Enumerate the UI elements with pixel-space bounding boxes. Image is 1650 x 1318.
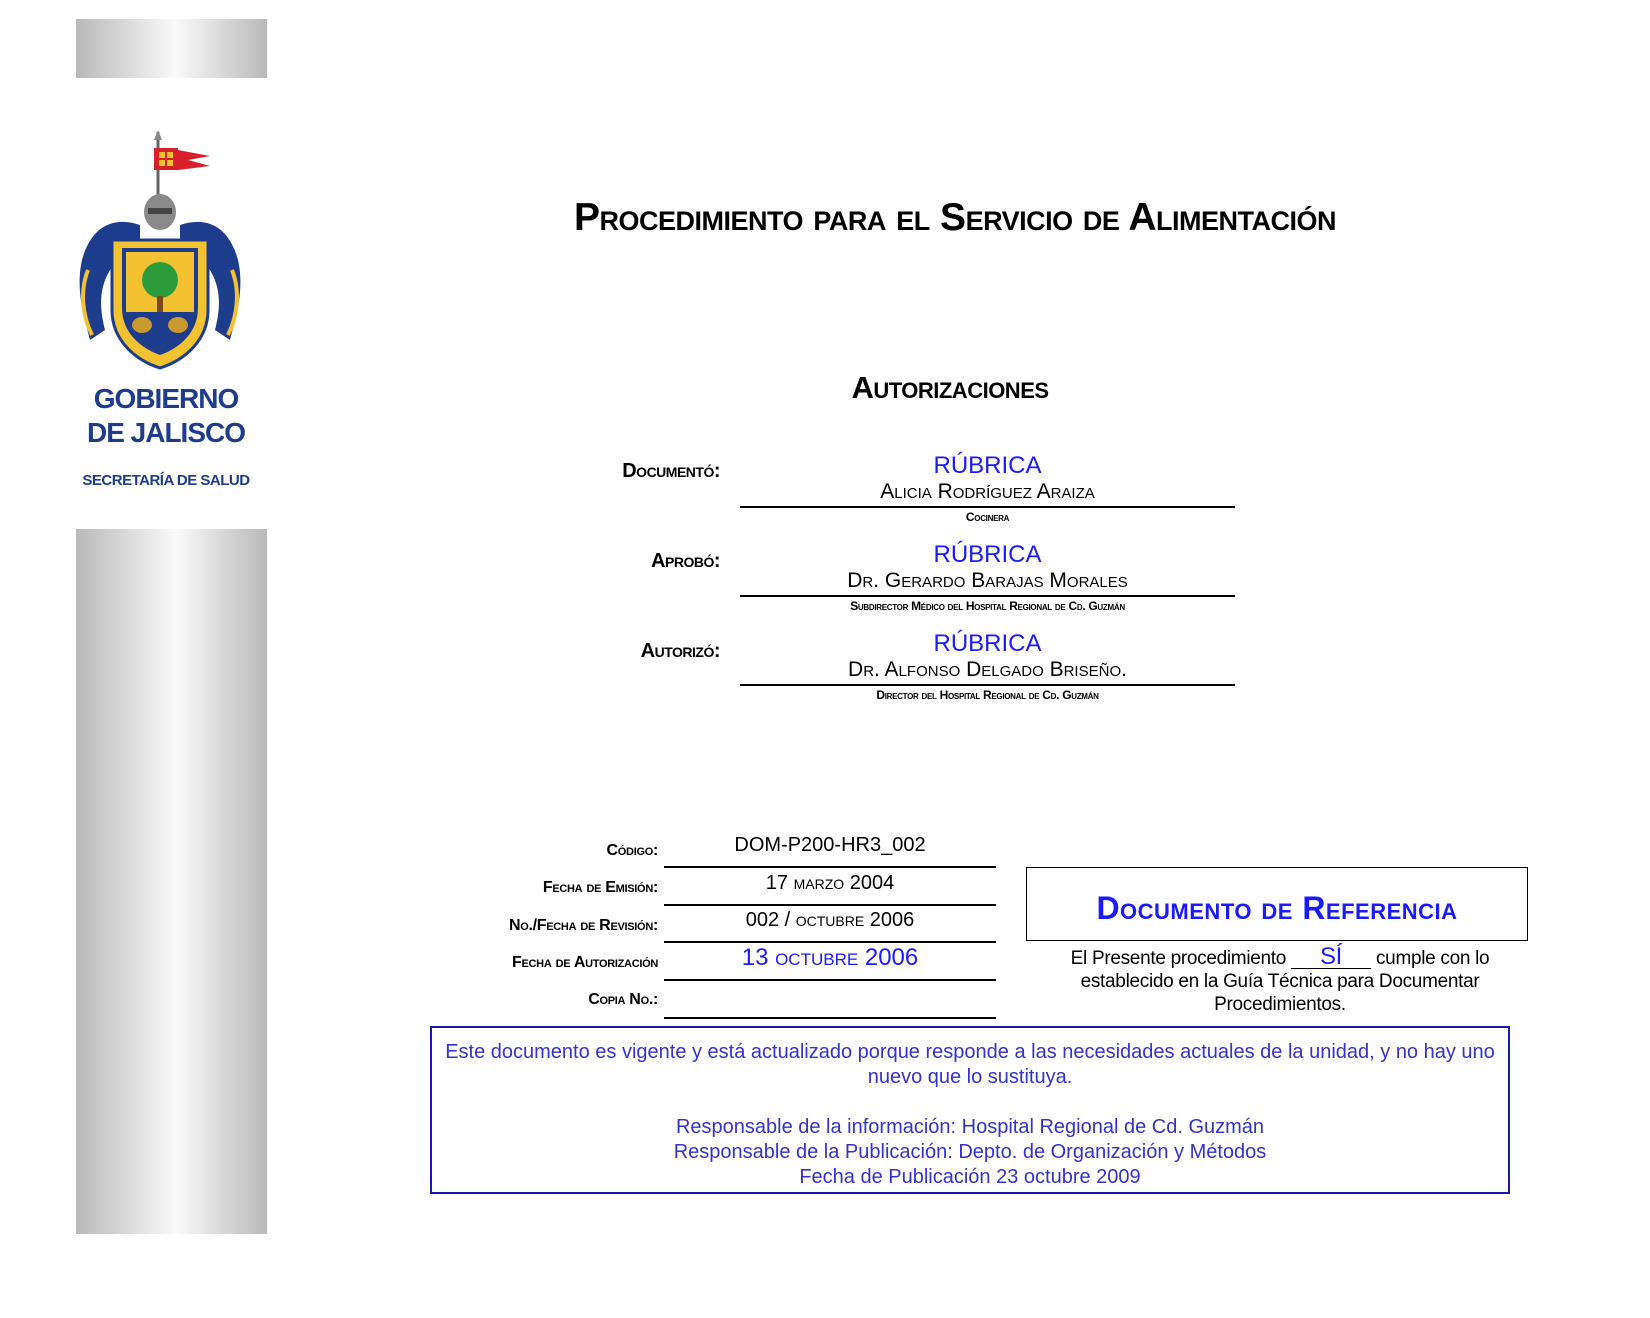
auth-block-aprobo	[740, 541, 1235, 615]
meta-value-revision: 002 / octubre 2006	[664, 905, 996, 943]
meta-label-copia: Copia No.:	[588, 991, 658, 1008]
signer-name: Dr. Alfonso Delgado Briseño.	[740, 658, 1235, 686]
gov-name-line1: GOBIERNO	[93, 383, 239, 414]
meta-label-codigo: Código:	[606, 842, 658, 859]
auth-block-autorizo	[740, 630, 1235, 704]
auth-block-documento	[740, 452, 1235, 526]
meta-value-autorizacion: 13 octubre 2006	[664, 943, 996, 981]
signer-role: Subdirector Médico del Hospital Regional de Cd. Guzmán	[850, 599, 1125, 613]
reference-text-after: cumple con lo establecido en la Guía Técnica para Documentar Procedimientos.	[1080, 948, 1490, 1015]
signature-rubrica: RÚBRICA	[933, 630, 1042, 657]
reference-title: Documento de Referencia	[1096, 890, 1458, 926]
signer-role: Cocinera	[965, 510, 1010, 524]
gov-name-line2: DE JALISCO	[86, 417, 246, 448]
meta-label-revision: No./Fecha de Revisión:	[508, 917, 658, 934]
meta-label-emision: Fecha de Emisión:	[542, 879, 658, 896]
signature-rubrica: RÚBRICA	[933, 541, 1042, 568]
section-title: Autorizaciones	[851, 370, 1049, 405]
reference-box	[1026, 867, 1528, 941]
reference-statement	[1030, 943, 1530, 1016]
meta-value-codigo: DOM-P200-HR3_002	[664, 830, 996, 868]
signer-name: Dr. Gerardo Barajas Morales	[740, 569, 1235, 597]
meta-value-copia	[664, 981, 996, 1019]
reference-text-before: El Presente procedimiento	[1070, 948, 1291, 969]
auth-label-aprobo: Aprobó:	[651, 550, 720, 572]
sidebar-top-bar	[76, 19, 267, 78]
auth-label-documento: Documentó:	[622, 460, 720, 482]
notice-responsable-publicacion: Responsable de la Publicación: Depto. de Organización y Métodos	[673, 1141, 1267, 1163]
publication-notice-box	[430, 1026, 1510, 1194]
document-title: Procedimiento para el Servicio de Alimentación	[574, 196, 1336, 239]
secretaria-label: SECRETARÍA DE SALUD	[82, 472, 250, 489]
meta-value-emision: 17 marzo 2004	[664, 868, 996, 906]
sidebar-bottom-bar	[76, 529, 267, 1234]
meta-label-autorizacion: Fecha de Autorización	[512, 954, 658, 971]
signer-role: Director del Hospital Regional de Cd. Guzmán	[876, 688, 1099, 702]
jalisco-coat-of-arms-icon	[70, 130, 250, 375]
signature-rubrica: RÚBRICA	[933, 452, 1042, 479]
reference-si-value: SÍ	[1291, 946, 1371, 969]
signer-name: Alicia Rodríguez Araiza	[740, 480, 1235, 508]
notice-vigente: Este documento es vigente y está actualizado porque responde a las necesidades actuales de la unidad, y no hay uno nuevo que lo sustituya.	[445, 1041, 1495, 1088]
notice-responsable-info: Responsable de la información: Hospital Regional de Cd. Guzmán	[675, 1116, 1265, 1138]
auth-label-autorizo: Autorizó:	[640, 640, 720, 662]
notice-fecha-publicacion: Fecha de Publicación 23 octubre 2009	[799, 1166, 1141, 1188]
